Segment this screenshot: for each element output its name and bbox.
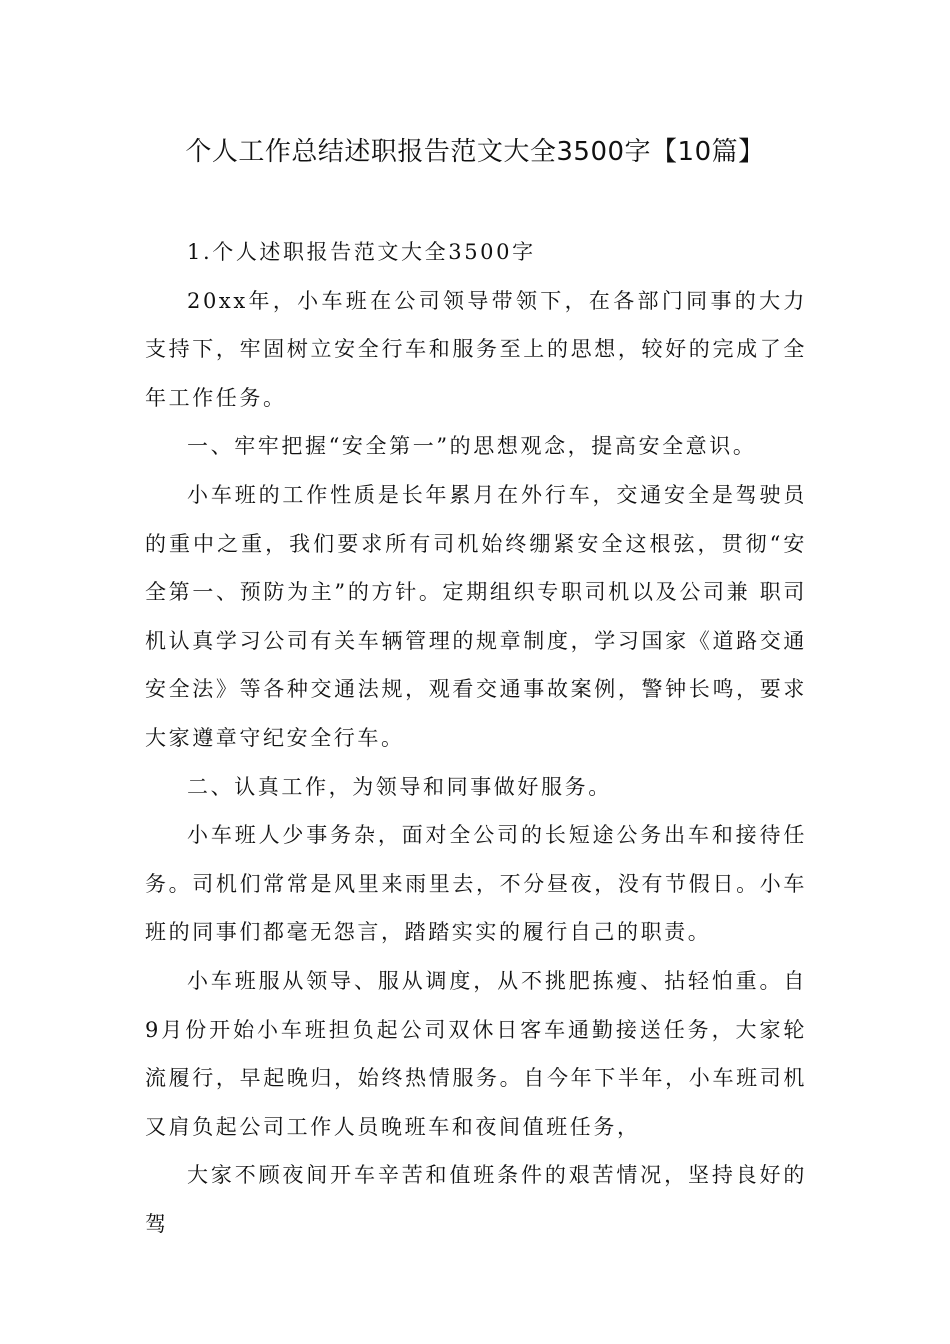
paragraph: 小车班人少事务杂，面对全公司的长短途公务出车和接待任务。司机们常常是风里来雨里去，不分昼夜，没有节假日。小车班的同事们都毫无怨言，踏踏实实的履行自己的职责。 xyxy=(145,823,807,945)
section-heading: 一、牢牢把握“安全第一”的思想观念，提高安全意识。 xyxy=(187,434,757,459)
paragraph: 大家不顾夜间开车辛苦和值班条件的艰苦情况，坚持良好的驾 xyxy=(145,1163,807,1236)
paragraph: 小车班服从领导、服从调度，从不挑肥拣瘦、拈轻怕重。自9月份开始小车班担负起公司双休日客车通勤接送任务，大家轮流履行，早起晚归，始终热情服务。自今年下半年，小车班司机又肩负起公司工作人员晚班车和夜间值班任务， xyxy=(145,968,807,1139)
section-heading: 二、认真工作，为领导和同事做好服务。 xyxy=(187,774,612,799)
section-heading: 1.个人述职报告范文大全3500字 xyxy=(187,240,536,264)
document-body xyxy=(145,228,807,1248)
document-title: 个人工作总结述职报告范文大全3500字【10篇】 xyxy=(185,137,765,167)
paragraph: 20xx年，小车班在公司领导带领下，在各部门同事的大力支持下，牢固树立安全行车和服务至上的思想，较好的完成了全年工作任务。 xyxy=(145,288,807,410)
paragraph: 小车班的工作性质是长年累月在外行车，交通安全是驾驶员的重中之重，我们要求所有司机始终绷紧安全这根弦，贯彻“安全第一、预防为主”的方针。定期组织专职司机以及公司兼 职司机认真学习公司有关车辆管理的规章制度，学习国家《道路交通安全法》等各种交通法规，观看交通事故案例，警钟长鸣，要求大家遵章守纪安全行车。 xyxy=(145,482,807,750)
